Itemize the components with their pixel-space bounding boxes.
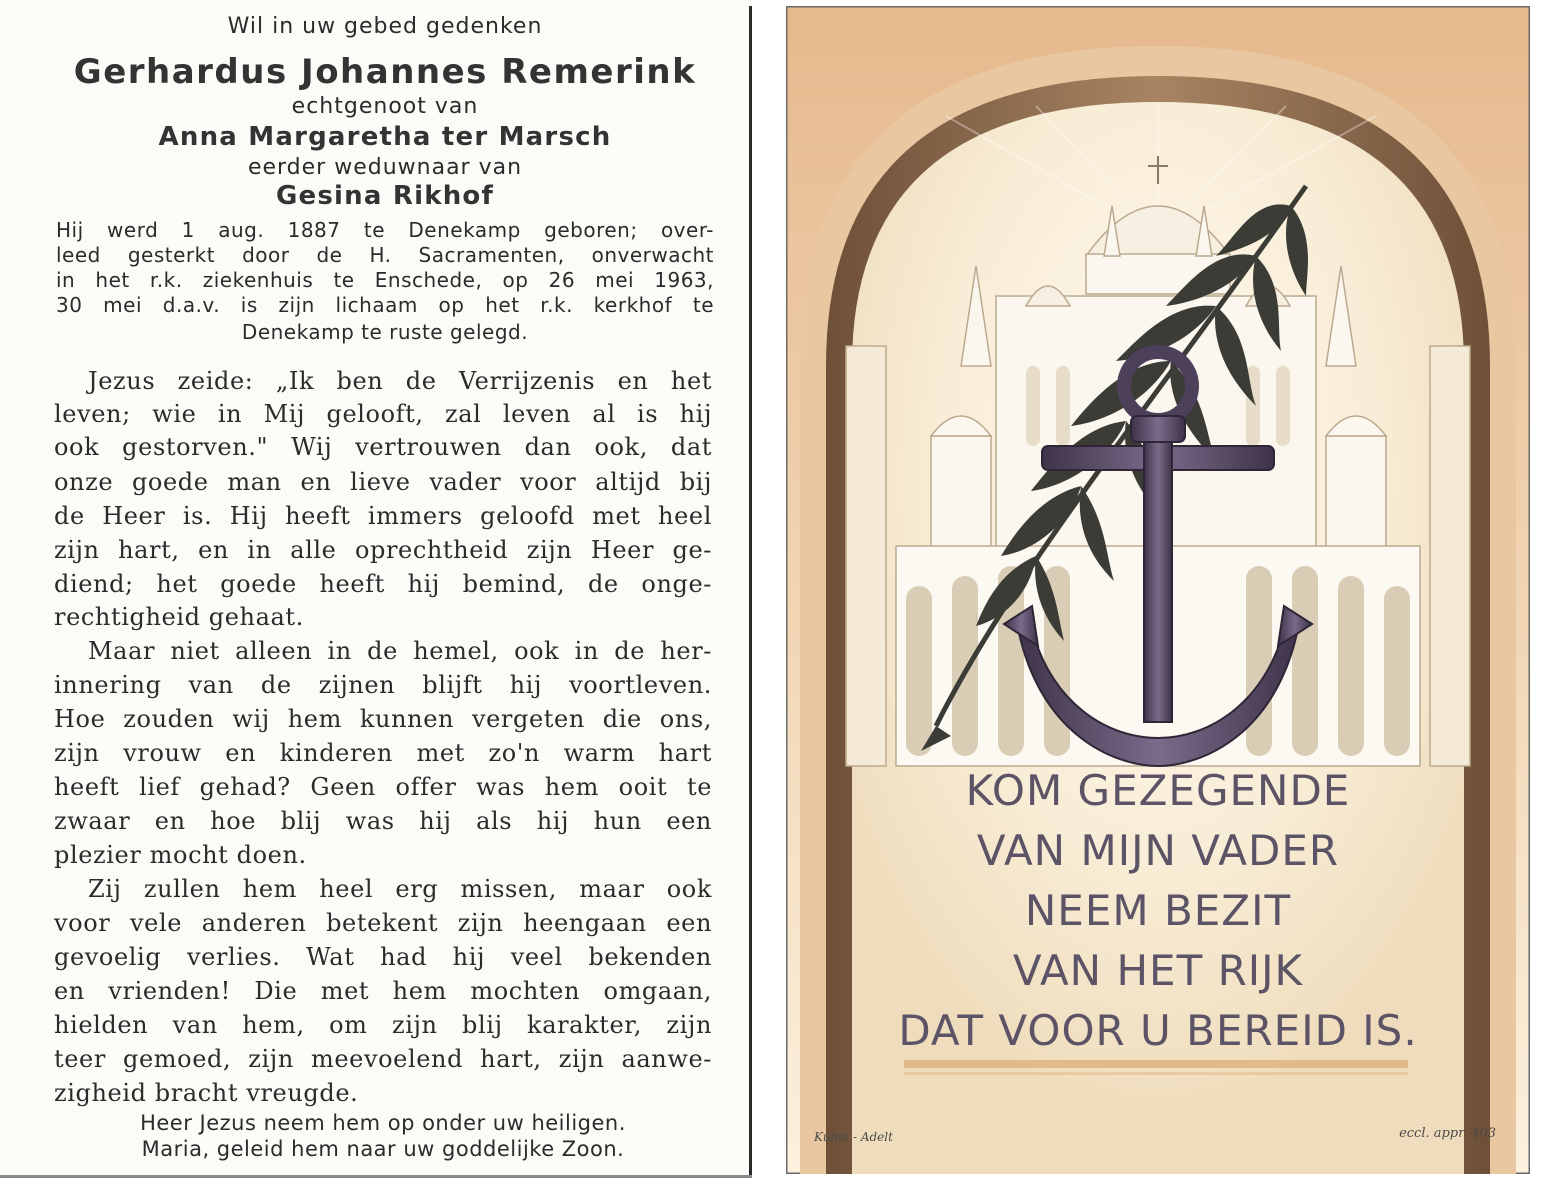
bio-line: in het r.k. ziekenhuis te Enschede, op 26 mei 1963, xyxy=(56,268,714,292)
body-line: innering van de zijnen blijft hij voortleven. xyxy=(54,671,712,699)
body-line: leven; wie in Mij gelooft, zal leven al is hij xyxy=(54,400,712,428)
bio-line: leed gesterkt door de H. Sacramenten, onverwacht xyxy=(56,243,714,267)
memorial-text-card xyxy=(0,0,752,1178)
illustration xyxy=(786,6,1530,1174)
decorative-rule-thin xyxy=(904,1072,1408,1075)
prayer-line: Maria, geleid hem naar uw goddelijke Zoon. xyxy=(141,1137,625,1161)
bio-line: 30 mei d.a.v. is zijn lichaam op het r.k. kerkhof te xyxy=(56,293,714,317)
body-line: hielden van hem, om zijn blij karakter, zijn xyxy=(54,1011,712,1039)
bio-line: Hij werd 1 aug. 1887 te Denekamp geboren; over- xyxy=(56,218,714,242)
spouse-name: Anna Margaretha ter Marsch xyxy=(158,122,612,152)
decorative-rule xyxy=(904,1060,1408,1068)
former-spouse-label: eerder weduwnaar van xyxy=(247,155,523,180)
body-line: gevoelig verlies. Wat had hij veel bekenden xyxy=(54,943,712,971)
motto-line: VAN MIJN VADER xyxy=(976,826,1340,875)
body-line: plezier mocht doen. xyxy=(54,841,307,869)
body-line: diend; het goede heeft hij bemind, de onge- xyxy=(54,570,712,598)
motto-line: DAT VOOR U BEREID IS. xyxy=(898,1006,1418,1055)
body-line: voor vele anderen betekent zijn heengaan een xyxy=(54,909,712,937)
prayer-line: Heer Jezus neem hem op onder uw heiligen. xyxy=(140,1111,626,1135)
former-spouse-name: Gesina Rikhof xyxy=(276,181,494,211)
intro-line: Wil in uw gebed gedenken xyxy=(227,14,543,39)
body-line: en vrienden! Die met hem mochten omgaan, xyxy=(54,977,712,1005)
body-line: zijn vrouw en kinderen met zo'n warm hart xyxy=(54,739,712,767)
body-line: heeft lief gehad? Geen offer was hem ooit te xyxy=(54,773,712,801)
motto-line: KOM GEZEGENDE xyxy=(965,766,1351,815)
deceased-name: Gerhardus Johannes Remerink xyxy=(73,52,697,92)
body-line: teer gemoed, zijn meevoelend hart, zijn aanwe- xyxy=(54,1045,712,1073)
body-line: zwaar en hoe blij was hij als hij hun een xyxy=(54,807,712,835)
body-line: ook gestorven." Wij vertrouwen dan ook, dat xyxy=(54,433,712,461)
body-line: Maar niet alleen in de hemel, ook in de her- xyxy=(88,637,712,665)
devotional-picture-card xyxy=(786,6,1530,1174)
publisher-credit: Kunst - Adelt xyxy=(814,1130,893,1144)
spouse-label: echtgenoot van xyxy=(291,94,479,119)
body-line: zigheid bracht vreugde. xyxy=(54,1079,359,1107)
motto-line: NEEM BEZIT xyxy=(1024,886,1292,935)
card-edge-right xyxy=(749,6,752,1178)
bio-line: Denekamp te ruste gelegd. xyxy=(241,320,529,344)
body-line: onze goede man en lieve vader voor altijd bij xyxy=(54,468,712,496)
motto-line: VAN HET RIJK xyxy=(1012,946,1304,995)
body-line: Zij zullen hem heel erg missen, maar ook xyxy=(88,875,712,903)
card-edge-bottom xyxy=(0,1175,752,1178)
body-line: de Heer is. Hij heeft immers geloofd met heel xyxy=(54,502,712,530)
ecclesiastical-approval: eccl. appr. 403 xyxy=(1399,1126,1496,1141)
body-line: rechtigheid gehaat. xyxy=(54,603,304,631)
body-line: Jezus zeide: „Ik ben de Verrijzenis en het xyxy=(88,367,712,395)
body-line: Hoe zouden wij hem kunnen vergeten die ons, xyxy=(54,705,712,733)
body-line: zijn hart, en in alle oprechtheid zijn Heer ge- xyxy=(54,536,712,564)
